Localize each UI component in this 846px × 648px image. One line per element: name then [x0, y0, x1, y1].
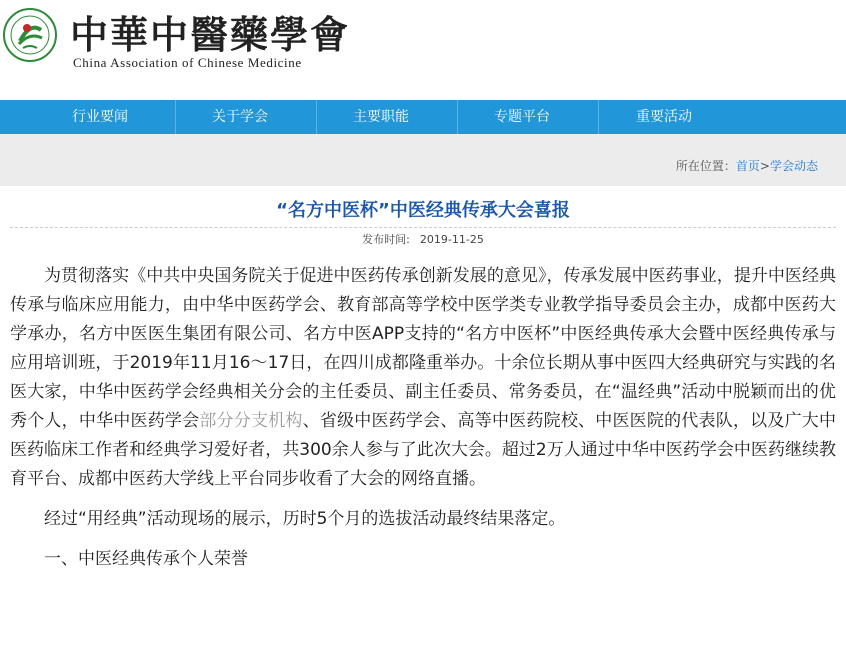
nav-item-about[interactable]: 关于学会 [212, 109, 268, 125]
title-divider [10, 227, 836, 228]
article-paragraph: 经过“用经典”活动现场的展示，历时5个月的选拔活动最终结果落定。 [44, 509, 566, 529]
nav-item-topics[interactable]: 专题平台 [494, 109, 550, 125]
breadcrumb-bar [0, 134, 846, 186]
paragraph-text: 、省级中医药学会、高等中医药院校、中医医院的代表队，以及广大中医药临床工作者和经典学习爱好者，共300余人参与了此次大会。超过2万人通过中华中医药学会中医药继续教育平台、成都中医药大学线上平台同步收看了大会的网络直播。 [10, 411, 837, 489]
publish-date-label: 发布时间: [362, 233, 410, 246]
breadcrumb-current-link[interactable]: 学会动态 [769, 159, 818, 173]
paragraph-text: 为贯彻落实《中共中央国务院关于促进中医药传承创新发展的意见》，传承发展中医药事业，提升中医经典传承与临床应用能力，由中华中医药学会、教育部高等学校中医学类专业教学指导委员会主办，成都中医药大学承办，名方中医医生集团有限公司、名方中医APP支持的“名方中医杯”中医经典传承大会暨中医经典传承与应用培训班，于2019年11月16～17日，在四川成都隆重举办。十余位长期从事中医四大经典研究与实践的名医大家，中华中医药学会经典相关分会的主任委员、副主任委员、常务委员，在“温经典”活动中脱颖而出的优秀个人，中华中医药学会 [10, 266, 836, 431]
nav-item-functions[interactable]: 主要职能 [353, 109, 409, 125]
paragraph-text-light: 部分分支机构 [199, 411, 303, 431]
publish-date [0, 231, 846, 247]
article-body [10, 262, 836, 574]
logo-chinese-name[interactable]: 中華中醫藥學會 [70, 12, 351, 57]
breadcrumb-prefix: 所在位置： [675, 159, 736, 173]
nav-item-industry-news[interactable]: 行业要闻 [72, 109, 128, 125]
section-heading: 一、中医经典传承个人荣誉 [44, 549, 248, 569]
main-nav [0, 100, 846, 134]
breadcrumb-home-link[interactable]: 首页 [735, 159, 760, 173]
logo-english-name[interactable]: China Association of Chinese Medicine [73, 55, 302, 70]
site-header [0, 0, 846, 100]
nav-item-events[interactable]: 重要活动 [636, 109, 692, 125]
cut-off-text [40, 640, 160, 648]
article-paragraph [10, 262, 836, 494]
publish-date-value: 2019-11-25 [419, 233, 484, 246]
article-title: “名方中医杯”中医经典传承大会喜报 [276, 200, 570, 221]
breadcrumb-separator: > [759, 159, 770, 173]
association-emblem-icon[interactable] [3, 8, 57, 62]
breadcrumb [676, 157, 818, 174]
